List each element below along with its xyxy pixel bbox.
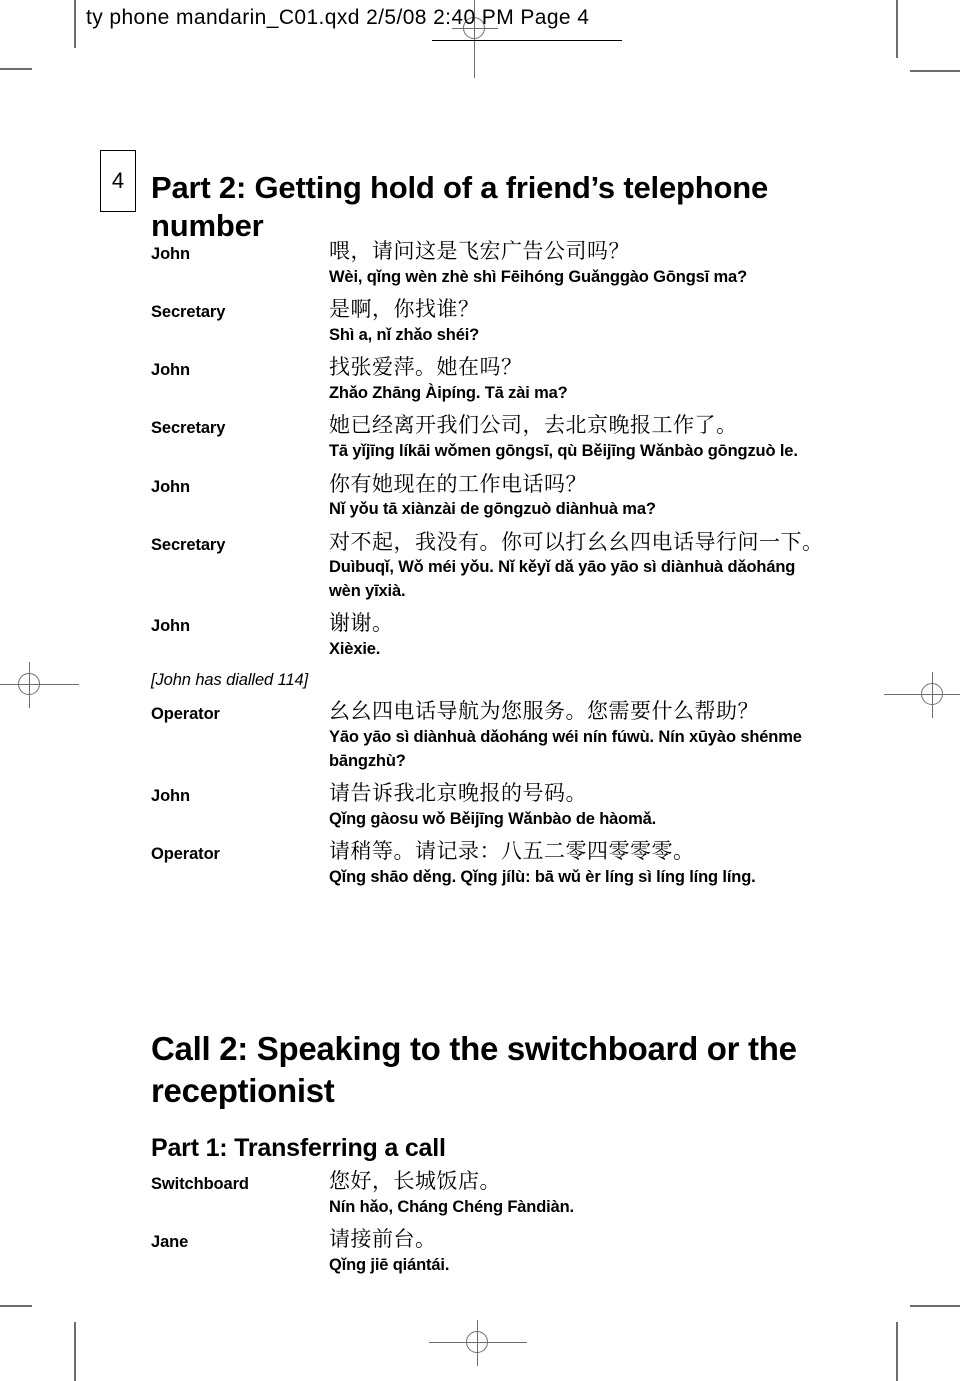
dialogue-row bbox=[151, 296, 831, 347]
crop-mark-bottom-left-horizontal bbox=[0, 1305, 32, 1307]
line-chinese: 是啊，你找谁？ bbox=[329, 298, 480, 322]
line-pinyin: Qǐng jiē qiántái. bbox=[329, 1255, 450, 1274]
dialogue-lines bbox=[329, 1226, 831, 1277]
speaker-label: John bbox=[151, 786, 191, 805]
dialogue-row bbox=[151, 610, 831, 661]
line-pinyin: Xièxie. bbox=[329, 639, 381, 658]
line-pinyin: Tā yǐjīng líkāi wǒmen gōngsī, qù Běijīng Wǎnbào gōngzuò le. bbox=[329, 442, 798, 461]
line-chinese: 你有她现在的工作电话吗？ bbox=[329, 472, 587, 496]
dialogue-row bbox=[151, 1226, 831, 1277]
speaker-label: John bbox=[151, 245, 191, 263]
crop-mark-bottom-left-vertical bbox=[74, 1322, 76, 1381]
dialogue-row bbox=[151, 238, 831, 289]
registration-mark-right bbox=[910, 672, 956, 718]
crop-mark-top-left-vertical bbox=[74, 0, 76, 48]
page-slug: ty phone mandarin_C01.qxd 2/5/08 2:40 PM Page 4 bbox=[86, 6, 590, 29]
dialogue-lines bbox=[329, 529, 831, 604]
crop-mark-bottom-right-vertical bbox=[896, 1322, 898, 1381]
crop-mark-top-right-vertical bbox=[896, 0, 898, 58]
line-chinese: 找张爱萍。她在吗？ bbox=[329, 356, 523, 380]
dialogue-row bbox=[151, 1168, 831, 1219]
dialogue-lines bbox=[329, 838, 831, 889]
line-chinese: 幺幺四电话导航为您服务。您需要什么帮助？ bbox=[329, 700, 759, 724]
chapter-number: 4 bbox=[111, 168, 125, 193]
line-chinese: 请告诉我北京晚报的号码。 bbox=[329, 781, 587, 805]
dialogue-row bbox=[151, 838, 831, 889]
dialogue-row bbox=[151, 780, 831, 831]
section-1-heading: Part 2: Getting hold of a friend’s telephone number bbox=[151, 169, 768, 244]
speaker-label: John bbox=[151, 617, 191, 636]
line-pinyin: Zhǎo Zhāng Àipíng. Tā zài ma? bbox=[329, 384, 568, 402]
speaker-label: Operator bbox=[151, 705, 220, 724]
dialogue-row bbox=[151, 698, 831, 773]
dialogue-lines bbox=[329, 1168, 831, 1219]
line-chinese: 请稍等。请记录：八五二零四零零零。 bbox=[329, 840, 695, 864]
registration-mark-bottom bbox=[455, 1320, 501, 1366]
dialogue-lines bbox=[329, 698, 831, 773]
line-chinese: 她已经离开我们公司，去北京晚报工作了。 bbox=[329, 414, 738, 438]
speaker-label: Secretary bbox=[151, 535, 226, 554]
dialogue-lines bbox=[329, 296, 831, 347]
crop-mark-top-right-horizontal bbox=[910, 70, 960, 72]
line-chinese: 谢谢。 bbox=[329, 612, 394, 636]
slug-underline-rule bbox=[432, 40, 622, 41]
section-2-subheading: Part 1: Transferring a call bbox=[151, 1133, 446, 1162]
chapter-number-box bbox=[100, 150, 136, 212]
line-pinyin: Qǐng shāo děng. Qǐng jílù: bā wǔ èr líng sì líng líng líng. bbox=[329, 867, 756, 886]
speaker-label: Secretary bbox=[151, 419, 226, 438]
line-pinyin: Nín hǎo, Cháng Chéng Fàndiàn. bbox=[329, 1197, 574, 1216]
dialogue-row bbox=[151, 529, 831, 604]
line-pinyin: Nǐ yǒu tā xiànzài de gōngzuò diànhuà ma? bbox=[329, 500, 656, 519]
speaker-label: Switchboard bbox=[151, 1175, 249, 1193]
crop-mark-top-left-horizontal bbox=[0, 68, 32, 70]
crop-mark-bottom-right-horizontal bbox=[910, 1305, 960, 1307]
line-pinyin: Qǐng gàosu wǒ Běijīng Wǎnbào de hàomǎ. bbox=[329, 809, 657, 828]
dialogue-lines bbox=[329, 471, 831, 522]
line-pinyin: Wèi, qǐng wèn zhè shì Fēihóng Guǎnggào Gōngsī ma? bbox=[329, 267, 747, 286]
dialogue-row bbox=[151, 412, 831, 463]
line-pinyin: Duìbuqǐ, Wǒ méi yǒu. Nǐ kěyǐ dǎ yāo yāo sì diànhuà dǎoháng wèn yīxià. bbox=[329, 558, 796, 600]
speaker-label: Secretary bbox=[151, 303, 226, 322]
dialogue-lines bbox=[329, 238, 831, 289]
dialogue-row bbox=[151, 354, 831, 405]
line-chinese: 喂，请问这是飞宏广告公司吗？ bbox=[329, 240, 630, 263]
dialogue-part-2 bbox=[151, 238, 831, 896]
dialogue-lines bbox=[329, 354, 831, 405]
dialogue-row bbox=[151, 471, 831, 522]
speaker-label: John bbox=[151, 361, 191, 380]
dialogue-lines bbox=[329, 412, 831, 463]
line-chinese: 请接前台。 bbox=[329, 1228, 437, 1252]
line-pinyin: Shì a, nǐ zhǎo shéi? bbox=[329, 325, 480, 344]
line-chinese: 您好，长城饭店。 bbox=[329, 1170, 501, 1193]
registration-mark-left bbox=[7, 662, 53, 708]
speaker-label: Operator bbox=[151, 845, 220, 864]
dialogue-call-2 bbox=[151, 1168, 831, 1284]
dialogue-lines bbox=[329, 780, 831, 831]
speaker-label: Jane bbox=[151, 1233, 189, 1252]
line-pinyin: Yāo yāo sì diànhuà dǎoháng wéi nín fúwù. Nín xūyào shénme bāngzhù? bbox=[329, 728, 802, 770]
line-chinese: 对不起，我没有。你可以打幺幺四电话导行问一下。 bbox=[329, 530, 824, 554]
dialogue-lines bbox=[329, 610, 831, 661]
section-2-heading: Call 2: Speaking to the switchboard or the receptionist bbox=[151, 1030, 797, 1109]
stage-direction: [John has dialled 114] bbox=[151, 671, 309, 690]
speaker-label: John bbox=[151, 477, 191, 496]
